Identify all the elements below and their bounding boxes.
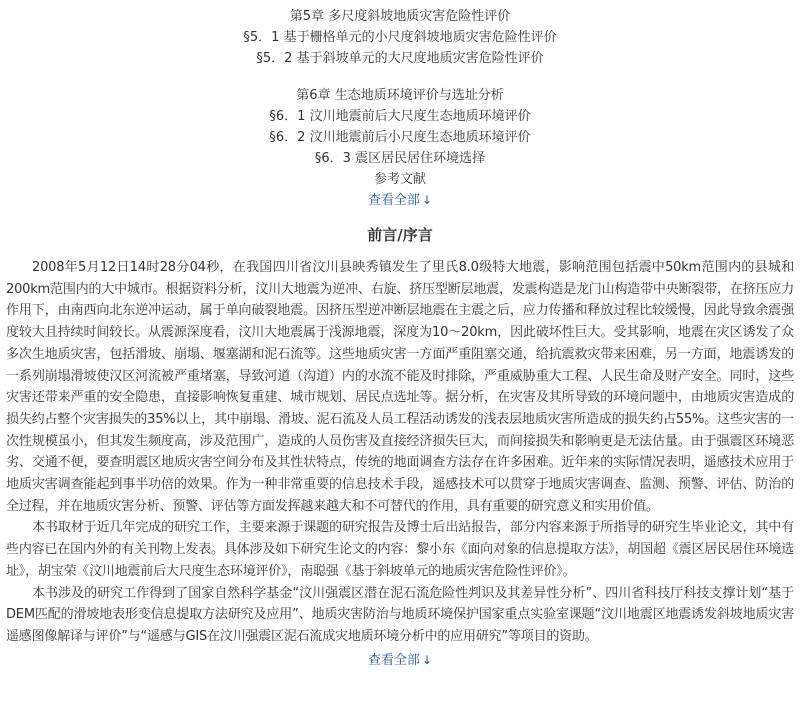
preface-paragraph-2: 本书取材于近几年完成的研究工作，主要来源于课题的研究报告及博士后出站报告，部分内容来源于所指导的研究生毕业论文，其中有些内容已在国内外的有关刊物上发表。具体涉及如下研究生论文的内容：黎小东《面向对象的信息提取方法》，胡国超《震区居民居住环境选址》，胡宝荣《汶川地震前后大尺度生态环境评价》，南聪强《基于斜坡单元的地质灾害危险性评价》。 — [6, 520, 794, 579]
preface-title: 前言/序言 — [367, 226, 433, 244]
toc-section-5-1: §5．1 基于栅格单元的小尺度斜坡地质灾害危险性评价 — [243, 30, 557, 45]
table-of-contents — [0, 0, 800, 211]
preface-body — [0, 257, 800, 648]
preface-paragraph-1: 2008年5月12日14时28分04秒，在我国四川省汶川县映秀镇发生了里氏8.0级特大地震，影响范围包括震中50km范围内的县城和200km范围内的大中城市。根据资料分析，汶川大地震为逆冲、右旋、挤压型断层地震，发震构造是龙门山构造带中央断裂带，在挤压应力作用下，由南西向北东逆冲运动，属于单向破裂地震。因挤压型逆冲断层地震在主震之后，应力传播和释放过程比较缓慢，因此导致余震强度较大且持续时间较长。从震源深度看，汶川大地震属于浅源地震，深度为10～20km，因此破坏性巨大。受其影响，地震在灾区诱发了众多次生地质灾害，包括滑坡、崩塌、堰塞湖和泥石流等。这些地质灾害一方面严重阻塞交通，给抗震救灾带来困难，另一方面，地震诱发的一系列崩塌滑坡使汉区河流被严重堵塞，导致河道（沟道）内的水流不能及时排除，严重威胁重大工程、人民生命及财产安全。同时，这些灾害还带来严重的安全隐患，直接影响恢复重建、城市规划、居民点选址等。据分析，在灾害及其所导致的环境问题中，由地质灾害造成的损失约占整个灾害损失的35%以上，其中崩塌、滑坡、泥石流及人员工程活动诱发的浅表层地质灾害所造成的损失约占55%。这些灾害的一次性规模虽小，但其发生频度高，涉及范围广，造成的人员伤害及直接经济损失巨大，而间接损失和影响更是无法估量。由于强震区环境恶劣、交通不便，要查明震区地质灾害空间分布及其性状特点，传统的地面调查方法存在许多困难。近年来的实际情况表明，遥感技术应用于地质灾害调查能起到事半功倍的效果。作为一种非常重要的信息技术手段，遥感技术可以贯穿于地质灾害调查、监测、预警、评估、防治的全过程，并在地质灾害分析、预警、评估等方面发挥越来越大和不可替代的作用，具有重要的研究意义和实用价值。 — [6, 260, 794, 514]
preface-paragraph-3: 本书涉及的研究工作得到了国家自然科学基金“汶川强震区潜在泥石流危险性判识及其差异性分析”、四川省科技厅科技支撑计划“基于DEM匹配的滑坡地表形变信息提取方法研究及应用”、地质灾害防治与地质环境保护国家重点实验室课题“汶川地震区地震诱发斜坡地质灾害遥感图像解译与评价”与“遥感与GIS在汶川强震区泥石流成灾地质环境分析中的应用研究”等项目的资助。 — [6, 585, 794, 644]
arrow-down-icon: ↓ — [421, 652, 433, 667]
toc-spacer — [0, 69, 800, 85]
toc-chapter-5: 第5章 多尺度斜坡地质灾害危险性评价 — [289, 9, 511, 24]
toc-view-all-link[interactable] — [0, 190, 800, 211]
toc-chapter-6: 第6章 生态地质环境评价与选址分析 — [296, 88, 504, 103]
toc-section-6-1: §6．1 汶川地震前后大尺度生态地质环境评价 — [269, 109, 531, 124]
preface-view-all-label: 查看全部 — [367, 652, 420, 668]
toc-section-5-2: §5．2 基于斜坡单元的大尺度地质灾害危险性评价 — [256, 51, 544, 66]
preface-view-all-link[interactable] — [0, 650, 800, 671]
toc-references: 参考文献 — [373, 172, 426, 187]
toc-section-6-3: §6．3 震区居民居住环境选择 — [314, 151, 486, 166]
toc-section-6-2: §6．2 汶川地震前后小尺度生态地质环境评价 — [269, 130, 531, 145]
toc-view-all-label: 查看全部 — [367, 193, 420, 208]
arrow-down-icon: ↓ — [421, 193, 433, 207]
